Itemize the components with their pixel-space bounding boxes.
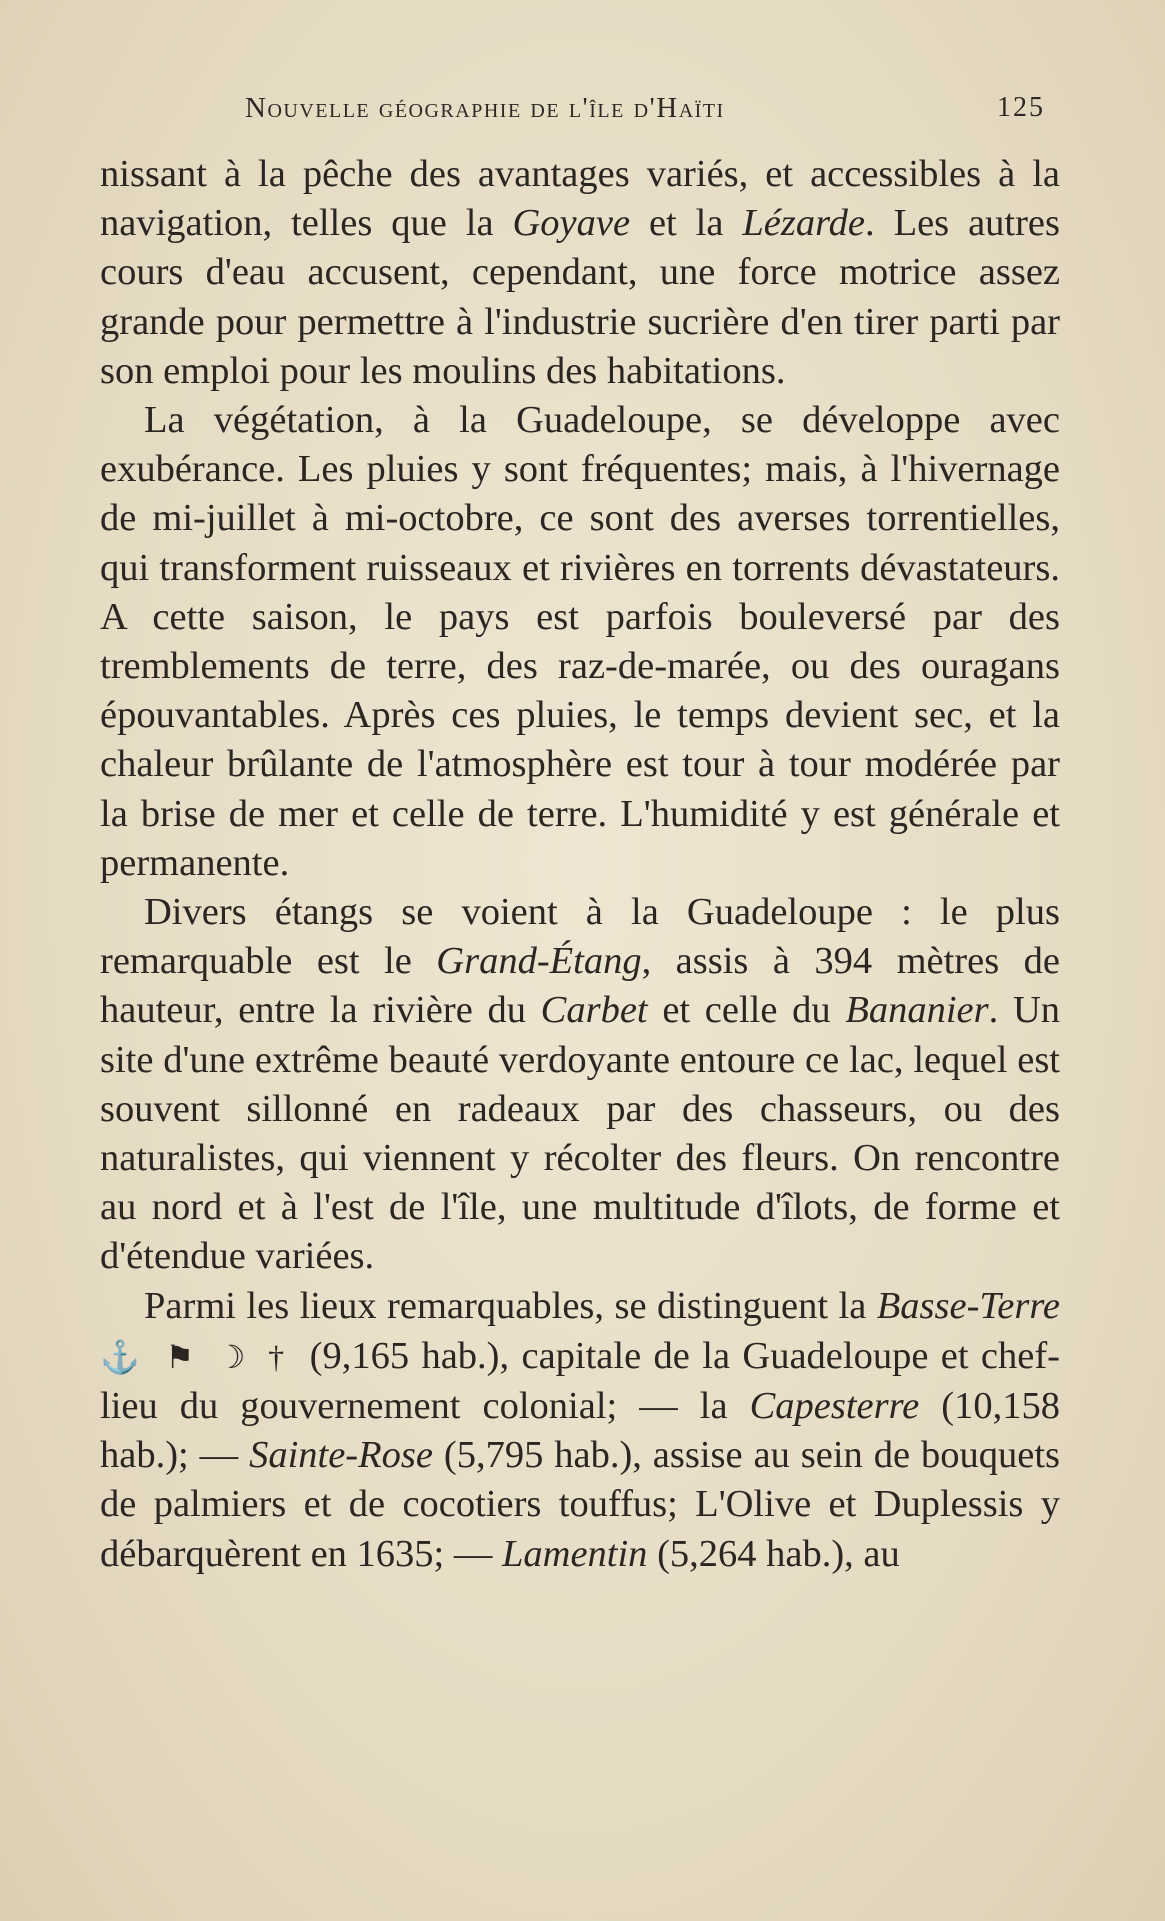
text-run-italic: Sainte-Rose (249, 1434, 433, 1477)
text-run: nissant à la pêche des avantages variés, et accessibles à la navigation, telles que la (100, 153, 1060, 245)
body-text (100, 150, 1060, 1579)
paragraph (100, 1282, 1060, 1579)
text-run: (10,158 hab.); — (100, 1385, 1060, 1477)
text-run-italic: Grand-Étang (436, 940, 642, 983)
text-run-italic: Bananier (845, 989, 989, 1032)
text-run: La végétation, à la Guadeloupe, se développe avec exubérance. Les pluies y sont fréquentes; mais, à l'hivernage de mi-juillet à mi-octobre, ce sont des averses torrentielles, qui transforment ruisseaux et rivières en torrents dévastateurs. A cette saison, le pays est parfois bouleversé par des tremblements de terre, des raz-de-marée, ou des ouragans épouvantables. Après ces pluies, le temps devient sec, et la chaleur brûlante de l'atmosphère est tour à tour modérée par la brise de mer et celle de terre. L'humidité y est générale et permanente. (100, 399, 1060, 884)
map-symbols-icon: ⚓ ⚑ ☽ † (100, 1338, 310, 1375)
running-title: Nouvelle géographie de l'île d'Haïti (245, 92, 725, 124)
text-run-italic: Basse-Terre (876, 1284, 1060, 1327)
text-run: (9,165 hab.), capitale de la Guadeloupe et chef-lieu du gouvernement colonial; — la (100, 1334, 1060, 1428)
text-run-italic: Lamentin (501, 1532, 648, 1575)
page-number: 125 (997, 92, 1045, 123)
text-run: et celle du (647, 989, 846, 1032)
text-run: (5,264 hab.), au (647, 1532, 900, 1575)
text-run: (5,795 hab.), assise au sein de bouquets de palmiers et de cocotiers touffus; L'Olive et Duplessis y débarquèrent en 1635; — (100, 1434, 1060, 1575)
text-run: et la (630, 202, 743, 245)
text-run: Parmi les lieux remarquables, se distinguent la (144, 1284, 877, 1327)
text-run-italic: Capesterre (749, 1385, 920, 1428)
paragraph (100, 396, 1060, 888)
running-header (245, 92, 1045, 132)
text-run-italic: Lézarde (742, 202, 866, 245)
paragraph (100, 888, 1060, 1282)
text-run: , assis à 394 mètres de hauteur, entre la rivière du (100, 940, 1060, 1032)
text-run-italic: Goyave (512, 202, 631, 245)
text-run: . Un site d'une extrême beauté verdoyante entoure ce lac, lequel est souvent sillonné en radeaux par des chasseurs, ou des naturalistes, qui viennent y récolter des fleurs. On rencontre au nord et à l'est de l'île, une multitude d'îlots, de forme et d'étendue variées. (100, 989, 1060, 1278)
paragraph (100, 150, 1060, 396)
text-run: . Les autres cours d'eau accusent, cependant, une force motrice assez grande pour permettre à l'industrie sucrière d'en tirer parti par son emploi pour les moulins des habitations. (100, 202, 1061, 392)
text-run-italic: Carbet (540, 989, 648, 1032)
text-run: Divers étangs se voient à la Guadeloupe : le plus remarquable est le (100, 891, 1060, 983)
